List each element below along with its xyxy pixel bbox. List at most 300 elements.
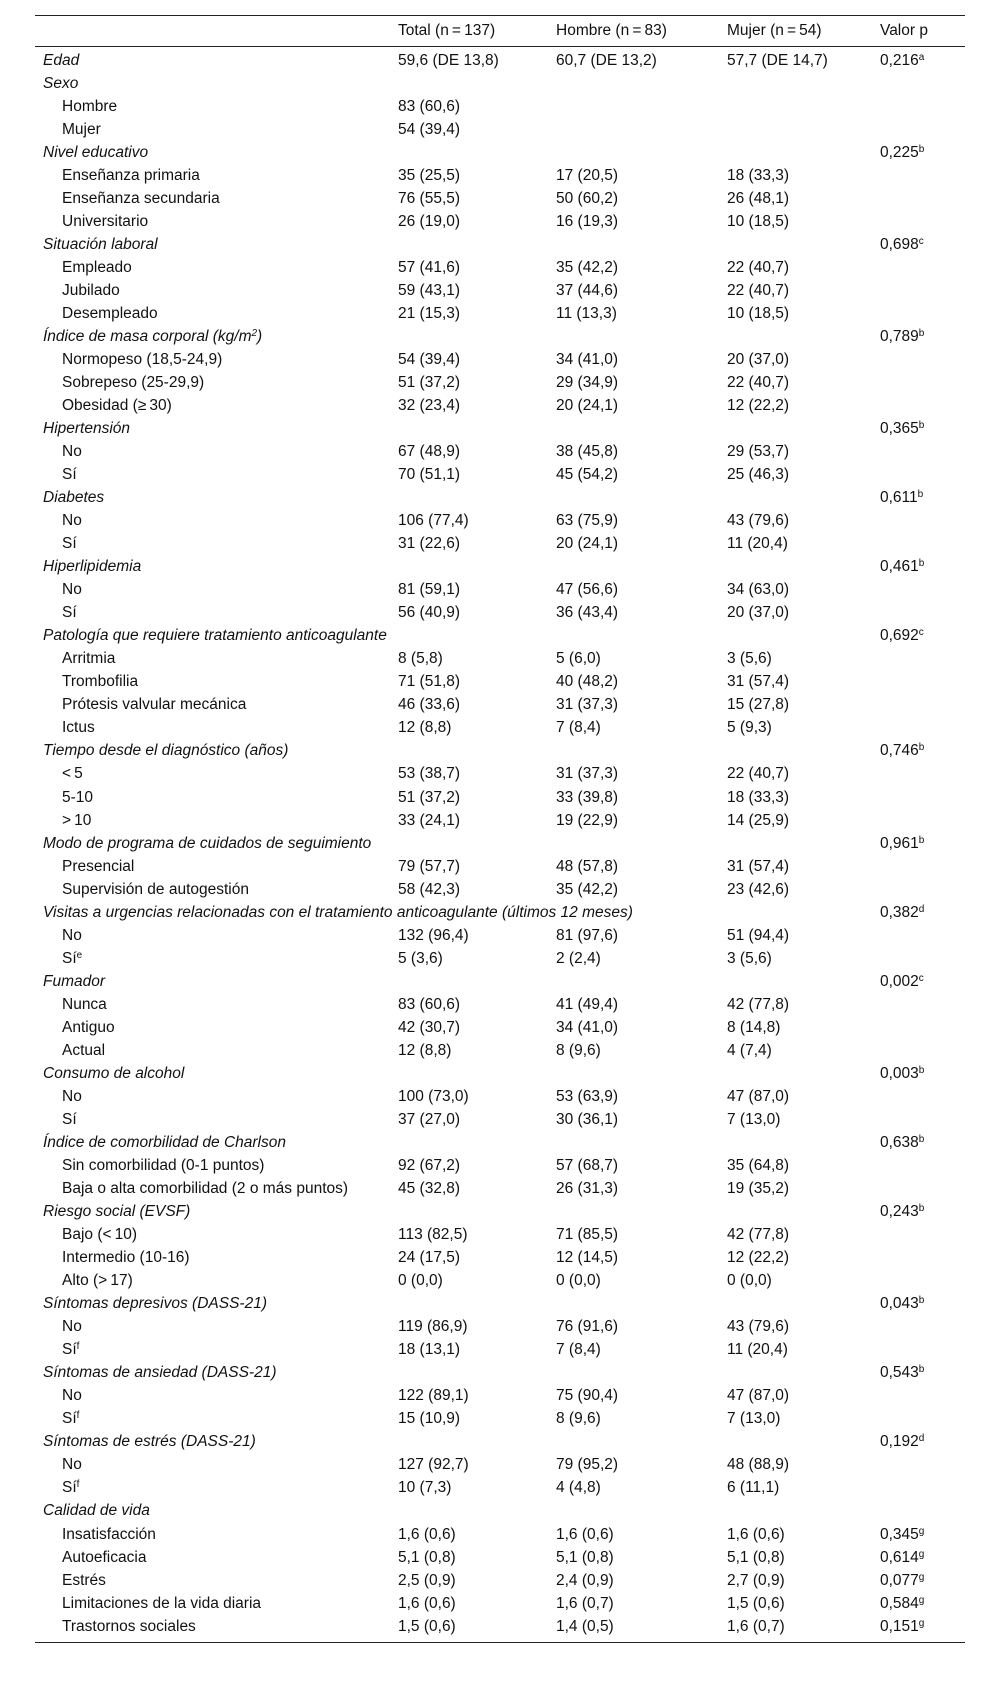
p-value-superscript: g	[918, 1571, 925, 1583]
hombre-cell: 0 (0,0)	[556, 1272, 601, 1290]
mujer-cell: 22 (40,7)	[727, 281, 790, 299]
table-row	[35, 1201, 965, 1224]
table-row	[35, 1477, 965, 1500]
row-label	[35, 1157, 398, 1175]
row-label-superscript: f	[76, 1479, 80, 1491]
table-row	[35, 464, 965, 487]
table-row	[35, 164, 965, 187]
p-value-cell	[880, 1295, 965, 1313]
hombre-cell: 71 (85,5)	[556, 1226, 619, 1244]
hombre-cell: 41 (49,4)	[556, 995, 619, 1013]
row-label-text: Empleado	[62, 258, 132, 276]
mujer-cell: 42 (77,8)	[727, 1226, 790, 1244]
table-row	[35, 141, 965, 164]
table-row	[35, 1085, 965, 1108]
row-label	[35, 121, 398, 139]
row-label	[35, 489, 398, 507]
hombre-cell: 60,7 (DE 13,2)	[556, 51, 657, 69]
hombre-cell: 19 (22,9)	[556, 811, 619, 829]
p-value-superscript: b	[918, 742, 925, 754]
row-label	[35, 1088, 398, 1106]
row-label	[35, 903, 633, 922]
hombre-cell: 63 (75,9)	[556, 512, 619, 530]
table-row	[35, 924, 965, 947]
row-label	[35, 328, 398, 346]
hombre-cell: 79 (95,2)	[556, 1456, 619, 1474]
p-value-cell	[880, 420, 965, 438]
table-row	[35, 1500, 965, 1523]
p-value-cell	[880, 144, 965, 162]
p-value-superscript: b	[918, 1364, 925, 1376]
table-row	[35, 602, 965, 625]
table-row	[35, 256, 965, 279]
mujer-cell: 1,6 (0,7)	[727, 1617, 785, 1635]
hombre-cell: 38 (45,8)	[556, 443, 619, 461]
row-label-text: Universitario	[62, 212, 149, 230]
p-value-superscript: b	[918, 1295, 925, 1307]
total-cell: 46 (33,6)	[398, 696, 461, 714]
hombre-cell: 36 (43,4)	[556, 604, 619, 622]
row-label	[35, 535, 398, 553]
row-label	[35, 259, 398, 277]
row-label	[35, 75, 398, 93]
p-value-cell	[880, 236, 965, 254]
row-label-text: Enseñanza secundaria	[62, 189, 220, 207]
row-label	[35, 1410, 398, 1428]
total-cell: 26 (19,0)	[398, 212, 461, 230]
total-cell: 58 (42,3)	[398, 880, 461, 898]
row-label-text: Enseñanza primaria	[62, 166, 200, 184]
row-label-text: No	[62, 926, 82, 944]
mujer-cell: 26 (48,1)	[727, 189, 790, 207]
row-label-text: Sobrepeso (25-29,9)	[62, 373, 205, 391]
row-label	[35, 789, 398, 807]
hombre-cell: 45 (54,2)	[556, 466, 619, 484]
total-cell: 57 (41,6)	[398, 258, 461, 276]
row-label	[35, 1502, 398, 1520]
hombre-cell: 34 (41,0)	[556, 350, 619, 368]
p-value-cell	[880, 1364, 965, 1382]
row-label	[35, 1019, 398, 1037]
table-row	[35, 487, 965, 510]
row-label	[35, 190, 398, 208]
total-cell: 1,6 (0,6)	[398, 1525, 456, 1543]
row-label-text: Baja o alta comorbilidad (2 o más puntos)	[62, 1180, 349, 1198]
mujer-cell: 5,1 (0,8)	[727, 1548, 785, 1566]
p-value-text: 0,961	[880, 834, 919, 852]
mujer-cell: 1,5 (0,6)	[727, 1594, 785, 1612]
mujer-cell: 22 (40,7)	[727, 373, 790, 391]
total-cell: 59 (43,1)	[398, 281, 461, 299]
p-value-cell	[880, 1618, 965, 1636]
total-cell: 71 (51,8)	[398, 673, 461, 691]
row-label-text: Estrés	[62, 1571, 106, 1589]
row-label	[35, 236, 398, 254]
hombre-cell: 7 (8,4)	[556, 1341, 601, 1359]
row-label-text: Alto (> 17)	[62, 1272, 133, 1290]
hombre-cell: 40 (48,2)	[556, 673, 619, 691]
table-row	[35, 1270, 965, 1293]
row-label-superscript: f	[76, 1341, 80, 1353]
p-value-text: 0,043	[880, 1295, 919, 1313]
row-label-text: Índice de comorbilidad de Charlson	[43, 1133, 286, 1151]
table-row	[35, 717, 965, 740]
total-cell: 15 (10,9)	[398, 1410, 461, 1428]
table-row	[35, 1454, 965, 1477]
row-label	[35, 950, 398, 968]
row-label-text: No	[62, 581, 82, 599]
row-label	[35, 1479, 398, 1497]
p-value-text: 0,692	[880, 627, 919, 645]
row-label-text: Modo de programa de cuidados de seguimiento	[43, 834, 372, 852]
mujer-cell: 31 (57,4)	[727, 673, 790, 691]
hombre-cell: 11 (13,3)	[556, 304, 617, 322]
hombre-cell: 7 (8,4)	[556, 719, 601, 737]
mujer-cell: 34 (63,0)	[727, 581, 790, 599]
p-value-superscript: c	[918, 235, 924, 247]
p-value-superscript: b	[918, 834, 925, 846]
row-label	[35, 1111, 398, 1129]
table-row	[35, 786, 965, 809]
hombre-cell: 33 (39,8)	[556, 788, 619, 806]
hombre-cell: 1,6 (0,7)	[556, 1594, 614, 1612]
total-cell: 127 (92,7)	[398, 1456, 469, 1474]
p-value-superscript: g	[918, 1525, 925, 1537]
hombre-cell: 76 (91,6)	[556, 1318, 619, 1336]
p-value-text: 0,345	[880, 1525, 919, 1543]
row-label	[35, 835, 398, 853]
header-total: Total (n = 137)	[398, 22, 496, 39]
row-label	[35, 1526, 398, 1544]
mujer-cell: 57,7 (DE 14,7)	[727, 51, 828, 69]
table-row	[35, 1131, 965, 1154]
mujer-cell: 2,7 (0,9)	[727, 1571, 785, 1589]
p-value-superscript: g	[918, 1548, 925, 1560]
p-value-cell	[880, 1203, 965, 1221]
row-label-text: No	[62, 443, 82, 461]
row-label-text: No	[62, 1456, 82, 1474]
mujer-cell: 43 (79,6)	[727, 512, 790, 530]
total-cell: 70 (51,1)	[398, 466, 461, 484]
total-cell: 12 (8,8)	[398, 719, 452, 737]
p-value-text: 0,243	[880, 1203, 919, 1221]
p-value-cell	[880, 973, 965, 991]
hombre-cell: 48 (57,8)	[556, 857, 619, 875]
table-row	[35, 878, 965, 901]
row-label	[35, 1180, 398, 1198]
total-cell: 31 (22,6)	[398, 535, 461, 553]
hombre-cell: 12 (14,5)	[556, 1249, 619, 1267]
p-value-cell	[880, 328, 965, 346]
table-row	[35, 855, 965, 878]
total-cell: 21 (15,3)	[398, 304, 461, 322]
total-cell: 42 (30,7)	[398, 1018, 461, 1036]
row-label-text: Prótesis valvular mecánica	[62, 696, 247, 714]
row-label-text: Bajo (< 10)	[62, 1226, 138, 1244]
row-label-superscript: 2	[251, 327, 258, 339]
mujer-cell: 31 (57,4)	[727, 857, 790, 875]
table-row	[35, 371, 965, 394]
row-label-text: Edad	[43, 51, 80, 69]
p-value-cell	[880, 558, 965, 576]
table-row	[35, 1546, 965, 1569]
p-value-cell	[880, 1595, 965, 1613]
row-label	[35, 627, 398, 645]
mujer-cell: 0 (0,0)	[727, 1272, 772, 1290]
p-value-superscript: d	[918, 1433, 925, 1445]
table-row	[35, 510, 965, 533]
hombre-cell: 31 (37,3)	[556, 765, 619, 783]
hombre-cell: 75 (90,4)	[556, 1387, 619, 1405]
total-cell: 59,6 (DE 13,8)	[398, 51, 499, 69]
mujer-cell: 51 (94,4)	[727, 926, 790, 944]
table-row	[35, 1523, 965, 1546]
mujer-cell: 1,6 (0,6)	[727, 1525, 785, 1543]
row-label-text: No	[62, 1087, 82, 1105]
row-label-text: Actual	[62, 1041, 106, 1059]
table-row	[35, 279, 965, 302]
p-value-text: 0,584	[880, 1594, 919, 1612]
row-label	[35, 98, 398, 116]
row-label-text: Calidad de vida	[43, 1502, 150, 1520]
p-value-text: 0,003	[880, 1064, 919, 1082]
mujer-cell: 20 (37,0)	[727, 350, 790, 368]
hombre-cell: 53 (63,9)	[556, 1087, 619, 1105]
mujer-cell: 47 (87,0)	[727, 1387, 790, 1405]
total-cell: 81 (59,1)	[398, 581, 461, 599]
p-value-text: 0,192	[880, 1433, 919, 1451]
row-label	[35, 397, 398, 415]
table-row	[35, 210, 965, 233]
p-value-text: 0,638	[880, 1133, 919, 1151]
row-label	[35, 52, 398, 70]
hombre-cell: 34 (41,0)	[556, 1018, 619, 1036]
table-row	[35, 740, 965, 763]
p-value-superscript: a	[918, 51, 925, 63]
row-label-text: Consumo de alcohol	[43, 1064, 185, 1082]
row-label-text: Autoeficacia	[62, 1548, 147, 1566]
mujer-cell: 22 (40,7)	[727, 258, 790, 276]
table-row	[35, 556, 965, 579]
row-label-text: Jubilado	[62, 281, 120, 299]
row-label	[35, 1272, 398, 1290]
row-label	[35, 765, 398, 783]
row-label-text: Obesidad (≥ 30)	[62, 396, 172, 414]
row-label	[35, 1341, 398, 1359]
p-value-text: 0,365	[880, 420, 919, 438]
mujer-cell: 35 (64,8)	[727, 1157, 790, 1175]
table-row	[35, 348, 965, 371]
table-row	[35, 1062, 965, 1085]
table-row	[35, 1615, 965, 1638]
total-cell: 10 (7,3)	[398, 1479, 452, 1497]
row-label	[35, 673, 398, 691]
hombre-cell: 30 (36,1)	[556, 1110, 619, 1128]
table-row	[35, 72, 965, 95]
p-value-text: 0,151	[880, 1617, 919, 1635]
row-label	[35, 1249, 398, 1267]
total-cell: 8 (5,8)	[398, 650, 443, 668]
row-label	[35, 1456, 398, 1474]
row-label	[35, 1065, 398, 1083]
p-value-superscript: c	[918, 627, 924, 639]
row-label-text: Patología que requiere tratamiento anticoagulante	[43, 627, 387, 645]
table-row	[35, 95, 965, 118]
row-label-text: < 5	[62, 765, 83, 783]
row-label-text: Riesgo social (EVSF)	[43, 1203, 191, 1221]
row-label-text: Situación laboral	[43, 235, 158, 253]
row-label-text: Desempleado	[62, 304, 158, 322]
p-value-cell	[880, 1134, 965, 1152]
row-label	[35, 1226, 398, 1244]
row-label-text: Hiperlipidemia	[43, 558, 142, 576]
table-row	[35, 625, 965, 648]
row-label	[35, 881, 398, 899]
p-value-text: 0,002	[880, 972, 919, 990]
total-cell: 100 (73,0)	[398, 1087, 469, 1105]
p-value-cell	[880, 904, 965, 922]
p-value-superscript: b	[918, 1203, 925, 1215]
row-label-text: Arritmia	[62, 650, 116, 668]
table-row	[35, 1316, 965, 1339]
total-cell: 32 (23,4)	[398, 396, 461, 414]
p-value-cell	[880, 1572, 965, 1590]
row-label-text: Trastornos sociales	[62, 1617, 196, 1635]
total-cell: 18 (13,1)	[398, 1341, 461, 1359]
table-row	[35, 809, 965, 832]
total-cell: 35 (25,5)	[398, 166, 461, 184]
table-row	[35, 1247, 965, 1270]
table-row	[35, 648, 965, 671]
header-mujer: Mujer (n = 54)	[727, 22, 822, 39]
mujer-cell: 8 (14,8)	[727, 1018, 781, 1036]
row-label	[35, 305, 398, 323]
p-value-superscript: b	[918, 327, 925, 339]
row-label-suffix: )	[257, 327, 263, 345]
total-cell: 37 (27,0)	[398, 1110, 461, 1128]
row-label	[35, 213, 398, 231]
p-value-text: 0,614	[880, 1548, 919, 1566]
hombre-cell: 29 (34,9)	[556, 373, 619, 391]
table-row	[35, 441, 965, 464]
table-row	[35, 1039, 965, 1062]
hombre-cell: 20 (24,1)	[556, 535, 619, 553]
table-row	[35, 1569, 965, 1592]
header-p-value: Valor p	[880, 22, 928, 39]
hombre-cell: 35 (42,2)	[556, 258, 619, 276]
row-label-text: Antiguo	[62, 1018, 115, 1036]
hombre-cell: 26 (31,3)	[556, 1180, 619, 1198]
p-value-cell	[880, 52, 965, 70]
row-label-text: Sí	[62, 949, 77, 967]
row-label-text: Diabetes	[43, 489, 105, 507]
total-cell: 1,6 (0,6)	[398, 1594, 456, 1612]
total-cell: 53 (38,7)	[398, 765, 461, 783]
p-value-text: 0,382	[880, 903, 919, 921]
p-value-text: 0,746	[880, 742, 919, 760]
hombre-cell: 5,1 (0,8)	[556, 1548, 614, 1566]
table-row	[35, 970, 965, 993]
row-label-text: Normopeso (18,5-24,9)	[62, 350, 223, 368]
table-row	[35, 325, 965, 348]
row-label	[35, 719, 398, 737]
hombre-cell: 5 (6,0)	[556, 650, 601, 668]
row-label-text: Sí	[62, 1410, 77, 1428]
table-row	[35, 302, 965, 325]
row-label-text: Síntomas de estrés (DASS-21)	[43, 1433, 256, 1451]
row-label	[35, 650, 398, 668]
row-label-superscript: e	[76, 949, 83, 961]
hombre-cell: 17 (20,5)	[556, 166, 619, 184]
row-label	[35, 420, 398, 438]
p-value-superscript: b	[918, 420, 925, 432]
mujer-cell: 14 (25,9)	[727, 811, 790, 829]
row-label	[35, 927, 398, 945]
hombre-cell: 47 (56,6)	[556, 581, 619, 599]
p-value-superscript: g	[918, 1617, 925, 1629]
total-cell: 79 (57,7)	[398, 857, 461, 875]
row-label-text: Sí	[62, 1110, 77, 1128]
total-cell: 5 (3,6)	[398, 949, 443, 967]
row-label	[35, 512, 398, 530]
table-row	[35, 1431, 965, 1454]
row-label-text: Presencial	[62, 857, 135, 875]
hombre-cell: 8 (9,6)	[556, 1410, 601, 1428]
table-row	[35, 579, 965, 602]
hombre-cell: 8 (9,6)	[556, 1041, 601, 1059]
row-label-text: Sin comorbilidad (0-1 puntos)	[62, 1157, 265, 1175]
mujer-cell: 23 (42,6)	[727, 880, 790, 898]
characteristics-table	[35, 15, 965, 1643]
row-label-text: Ictus	[62, 719, 95, 737]
bottom-rule	[35, 1642, 965, 1643]
row-label-text: Índice de masa corporal (kg/m	[43, 327, 252, 345]
total-cell: 24 (17,5)	[398, 1249, 461, 1267]
row-label-text: Tiempo desde el diagnóstico (años)	[43, 742, 289, 760]
p-value-superscript: b	[918, 1064, 925, 1076]
table-row	[35, 763, 965, 786]
row-label	[35, 1433, 398, 1451]
mujer-cell: 10 (18,5)	[727, 212, 790, 230]
row-label	[35, 996, 398, 1014]
p-value-text: 0,611	[880, 489, 918, 507]
hombre-cell: 81 (97,6)	[556, 926, 619, 944]
p-value-cell	[880, 627, 965, 645]
p-value-cell	[880, 1526, 965, 1544]
row-label	[35, 558, 398, 576]
mujer-cell: 10 (18,5)	[727, 304, 790, 322]
row-label	[35, 973, 398, 991]
row-label-text: No	[62, 1318, 82, 1336]
total-cell: 122 (89,1)	[398, 1387, 469, 1405]
row-label	[35, 1549, 398, 1567]
header-hombre: Hombre (n = 83)	[556, 22, 667, 39]
table-row	[35, 1178, 965, 1201]
total-cell: 54 (39,4)	[398, 120, 461, 138]
mujer-cell: 7 (13,0)	[727, 1110, 781, 1128]
row-label-text: Fumador	[43, 972, 106, 990]
p-value-superscript: b	[918, 143, 925, 155]
row-label	[35, 443, 398, 461]
row-label-text: Sí	[62, 535, 77, 553]
row-label-text: Síntomas de ansiedad (DASS-21)	[43, 1364, 277, 1382]
p-value-cell	[880, 835, 965, 853]
table-row	[35, 1592, 965, 1615]
table-row	[35, 118, 965, 141]
row-label	[35, 696, 398, 714]
row-label	[35, 742, 398, 760]
row-label-text: Mujer	[62, 120, 101, 138]
